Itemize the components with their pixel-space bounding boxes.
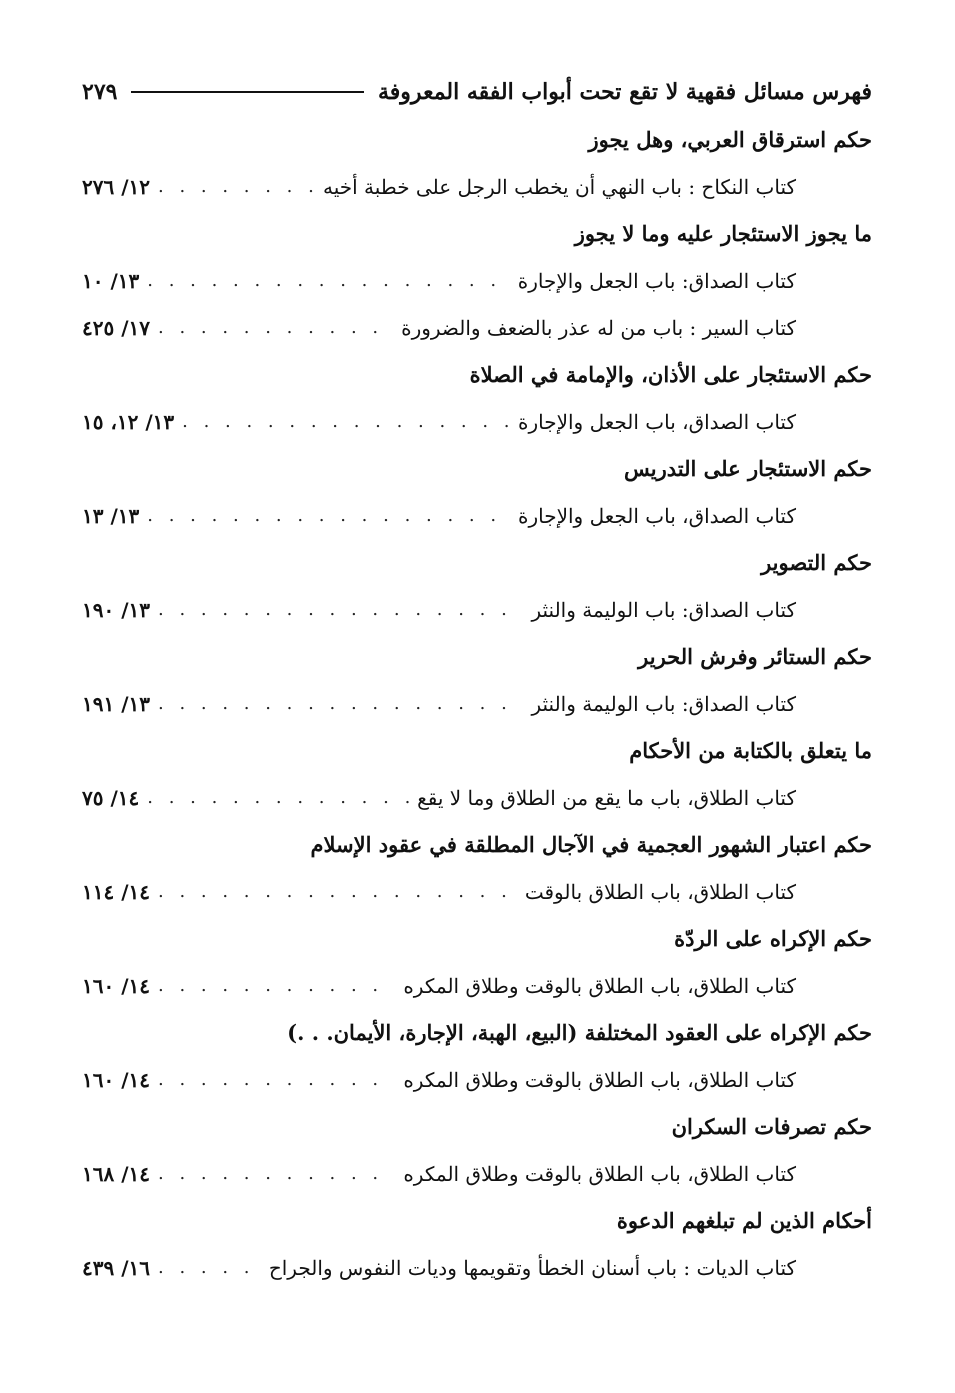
- volume-page-reference: ١٣/ ١٣: [82, 503, 140, 528]
- dot-leader: [158, 1257, 261, 1278]
- page-header: [82, 70, 872, 114]
- dot-leader: [158, 693, 523, 714]
- reference-line: [82, 962, 872, 1009]
- index-entry: [82, 1009, 872, 1103]
- dot-leader: [158, 317, 393, 338]
- reference-line: [82, 163, 872, 210]
- index-entry: [82, 821, 872, 915]
- reference-line: [82, 398, 872, 445]
- reference-source: كتاب النكاح : باب النهي أن يخطب الرجل على خطبة أخيه: [323, 174, 796, 199]
- index-entry: [82, 1103, 872, 1197]
- volume-page-reference: ١٤/ ١٦٨: [82, 1161, 150, 1186]
- volume-page-reference: ١٤/ ٧٥: [82, 785, 140, 810]
- entry-title: حكم تصرفات السكران: [671, 1114, 872, 1139]
- entry-title: حكم الستائر وفرش الحرير: [638, 644, 872, 669]
- reference-line: [82, 774, 872, 821]
- entry-title: حكم الاستئجار على الأذان، والإمامة في الصلاة: [469, 362, 872, 387]
- reference-line: [82, 304, 872, 351]
- volume-page-reference: ١٦/ ٤٣٩: [82, 1255, 150, 1280]
- volume-page-reference: ١٤/ ١١٤: [82, 879, 150, 904]
- volume-page-reference: ١٣/ ١٩١: [82, 691, 150, 716]
- index-entry: [82, 727, 872, 821]
- reference-source: كتاب الصداق: باب الوليمة والنثر: [531, 691, 796, 716]
- reference-source: كتاب الصداق، باب الجعل والإجارة: [518, 409, 796, 434]
- reference-source: كتاب الصداق، باب الجعل والإجارة: [518, 503, 796, 528]
- reference-line: [82, 1056, 872, 1103]
- reference-source: كتاب السير : باب من له عذر بالضعف والضرورة: [401, 315, 796, 340]
- index-list: [82, 116, 872, 1291]
- entry-title: حكم استرقاق العربي، وهل يجوز: [588, 127, 872, 152]
- reference-source: كتاب الطلاق، باب الطلاق بالوقت وطلاق المكره: [403, 973, 796, 998]
- reference-source: كتاب الصداق: باب الوليمة والنثر: [531, 597, 796, 622]
- volume-page-reference: ١٢/ ٢٧٦: [82, 174, 150, 199]
- reference-line: [82, 586, 872, 633]
- index-entry: [82, 210, 872, 351]
- header-rule: [131, 91, 364, 93]
- index-entry: [82, 1197, 872, 1291]
- dot-leader: [182, 411, 510, 432]
- page-number: ٢٧٩: [82, 79, 118, 105]
- dot-leader: [158, 599, 523, 620]
- entry-title: حكم الإكراه على الردّة: [674, 926, 872, 951]
- dot-leader: [147, 505, 510, 526]
- index-entry: [82, 445, 872, 539]
- volume-page-reference: ١٣/ ١٢، ١٥: [82, 409, 175, 434]
- reference-source: كتاب الطلاق، باب ما يقع من الطلاق وما لا يقع: [417, 785, 796, 810]
- reference-line: [82, 257, 872, 304]
- reference-source: كتاب الصداق: باب الجعل والإجارة: [517, 268, 796, 293]
- index-entry: [82, 633, 872, 727]
- dot-leader: [147, 270, 509, 291]
- dot-leader: [158, 881, 517, 902]
- reference-line: [82, 492, 872, 539]
- index-entry: [82, 915, 872, 1009]
- entry-title: حكم التصوير: [761, 550, 872, 575]
- index-entry: [82, 116, 872, 210]
- running-title: فهرس مسائل فقهية لا تقع تحت أبواب الفقه المعروفة: [378, 79, 872, 105]
- volume-page-reference: ١٣/ ١٩٠: [82, 597, 150, 622]
- volume-page-reference: ١٤/ ١٦٠: [82, 1067, 150, 1092]
- reference-line: [82, 868, 872, 915]
- volume-page-reference: ١٧/ ٤٢٥: [82, 315, 150, 340]
- dot-leader: [158, 1163, 395, 1184]
- entry-title: حكم الإكراه على العقود المختلفة (البيع، الهبة، الإجارة، الأيمان. . .): [287, 1020, 872, 1045]
- dot-leader: [147, 787, 409, 808]
- entry-title: ما يتعلق بالكتابة من الأحكام: [629, 738, 872, 763]
- entry-title: أحكام الذين لم تبلغهم الدعوة: [616, 1208, 872, 1233]
- reference-source: كتاب الديات : باب أسنان الخطأ وتقويمها وديات النفوس والجراح: [268, 1255, 796, 1280]
- reference-source: كتاب الطلاق، باب الطلاق بالوقت وطلاق المكره: [403, 1067, 796, 1092]
- dot-leader: [158, 176, 315, 197]
- entry-title: ما يجوز الاستئجار عليه وما لا يجوز: [574, 221, 872, 246]
- entry-title: حكم اعتبار الشهور العجمية في الآجال المطلقة في عقود الإسلام: [310, 832, 872, 857]
- dot-leader: [158, 975, 395, 996]
- reference-line: [82, 680, 872, 727]
- volume-page-reference: ١٤/ ١٦٠: [82, 973, 150, 998]
- index-entry: [82, 539, 872, 633]
- reference-source: كتاب الطلاق، باب الطلاق بالوقت: [524, 879, 796, 904]
- dot-leader: [158, 1069, 395, 1090]
- reference-source: كتاب الطلاق، باب الطلاق بالوقت وطلاق المكره: [403, 1161, 796, 1186]
- reference-line: [82, 1244, 872, 1291]
- index-entry: [82, 351, 872, 445]
- entry-title: حكم الاستئجار على التدريس: [623, 456, 872, 481]
- volume-page-reference: ١٣/ ١٠: [82, 268, 140, 293]
- reference-line: [82, 1150, 872, 1197]
